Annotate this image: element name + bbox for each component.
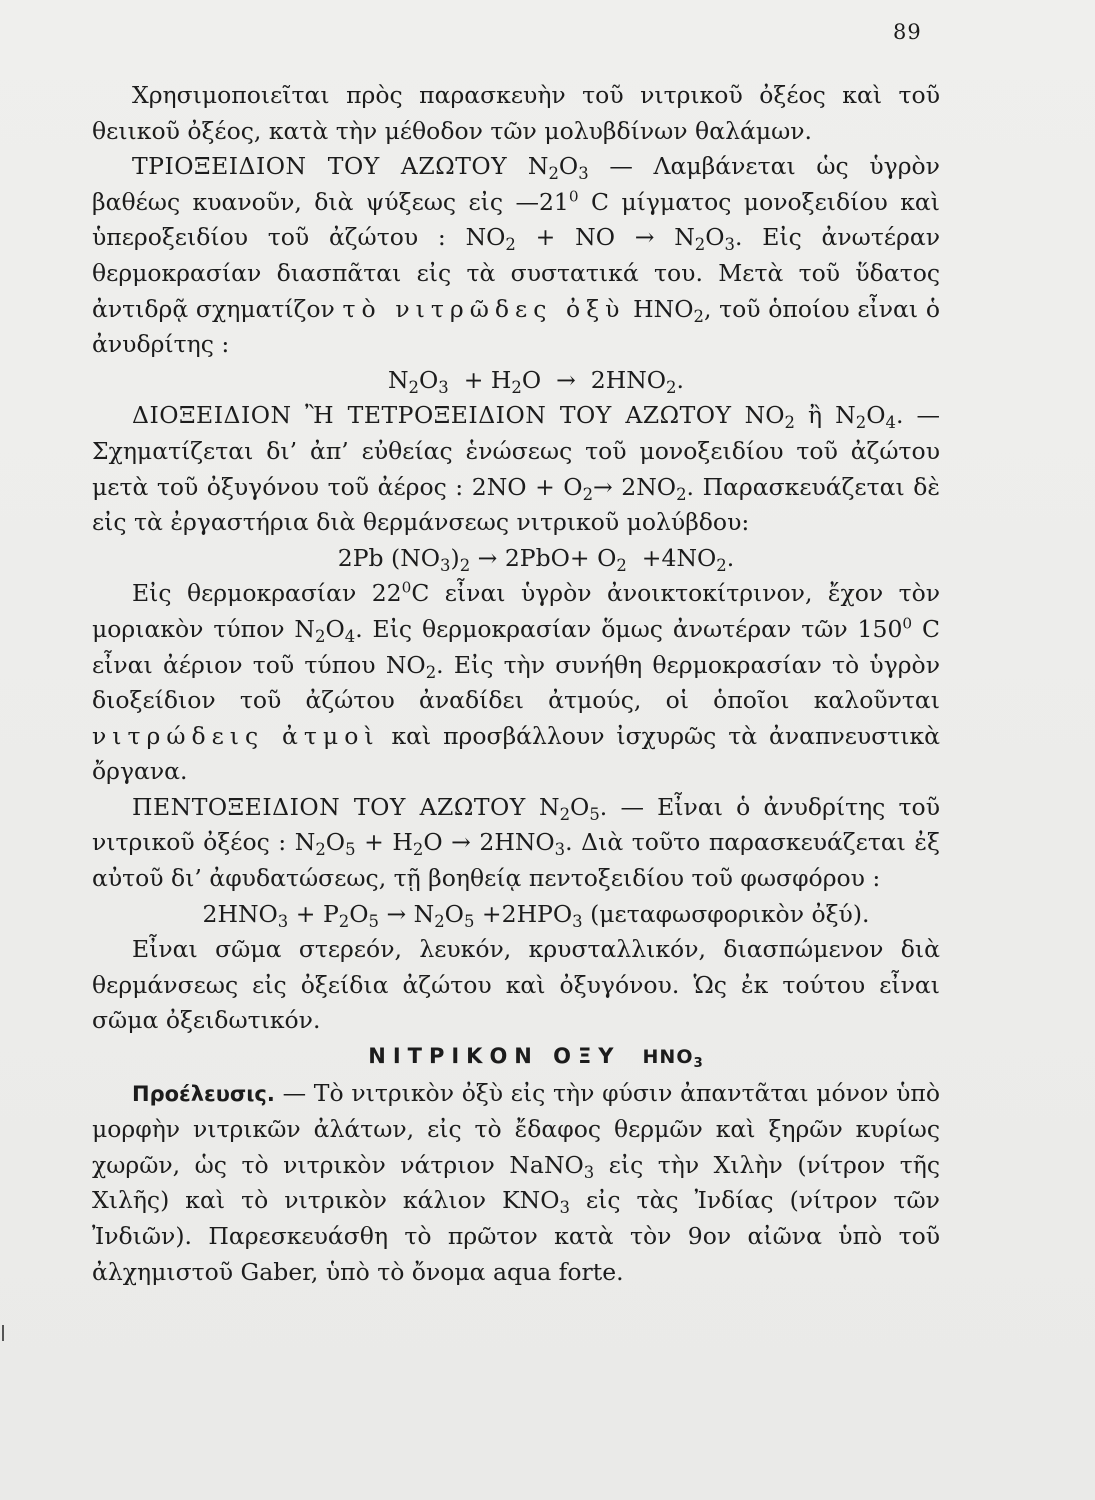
heading-dinitrogen-pentoxide: ΠΕΝΤΟΞΕΙΔΙΟΝ ΤΟΥ ΑΖΩΤΟΥ	[132, 792, 526, 821]
equation-n2o3-water: $N_2O_3 + H_2O \to 2HNO_2$.	[387, 365, 684, 397]
page-number: 89	[893, 20, 922, 44]
equation-n2o5-water: $N_2O_5 + H_2O \to 2HNO_3$	[294, 828, 566, 860]
formula-nano3: NaNO$_3$	[509, 1150, 595, 1182]
section-title: ΝΙΤΡΙΚΟΝ ΟΞΥ	[368, 1044, 621, 1069]
paragraph-usage	[92, 78, 940, 149]
formula-hno2: $HNO_2$	[633, 294, 704, 326]
equation-no-o2: $2NO + O_2\to 2NO_2$.	[471, 472, 695, 504]
heading-nitrogen-dioxide: ΔΙΟΞΕΙΔΙΟΝ Ἢ ΤΕΤΡΟΞΕΙΔΙΟΝ ΤΟΥ ΑΖΩΤΟΥ	[132, 401, 732, 430]
section-formula: $HNO_3$	[642, 1046, 704, 1072]
page-edge-mark	[2, 1325, 4, 1341]
page-body	[92, 78, 940, 1290]
formula-kno3: $KNO_3$	[502, 1186, 570, 1218]
formula-n2o4: $N_2O_4$.	[835, 401, 904, 433]
paragraph-nitrogen-dioxide: ΔΙΟΞΕΙΔΙΟΝ Ἢ ΤΕΤΡΟΞΕΙΔΙΟΝ ΤΟΥ ΑΖΩΤΟΥ $NO_2$ ἢ $N_2O_4$. — Σχηματίζεται δι’ ἀπ’ εὐθείας ἑνώσεως τοῦ μονοξειδίου τοῦ ἀζώτου μετὰ τοῦ ὀξυγόνου τοῦ ἀέρος : $2NO + O_2\to 2NO_2$. Παρασκευάζεται δὲ εἰς τὰ ἐργαστήρια διὰ θερμάνσεως νιτρικοῦ μολύβδου:	[92, 401, 940, 537]
paragraph-origin: Προέλευσις. — Τὸ νιτρικὸν ὀξὺ εἰς τὴν φύσιν ἀπαντᾶται μόνον ὑπὸ μορφὴν νιτρικῶν ἀλάτων, εἰς τὸ ἔδαφος θερμῶν καὶ ξηρῶν κυρίως χωρῶν, ὡς τὸ νιτρικὸν νάτριον NaNO$_3$ εἰς τὴν Χιλὴν (νίτρον τῆς Χιλῆς) καὶ τὸ νιτρικὸν κάλιον $KNO_3$ εἰς τὰς Ἰνδίας (νίτρον τῶν Ἰνδιῶν). Παρεσκευάσθη τὸ πρῶτον κατὰ τὸν 9ον αἰῶνα ὑπὸ τοῦ ἀλχημιστοῦ Gaber, ὑπὸ τὸ ὄνομα aqua forte.	[92, 1078, 940, 1286]
section-heading-nitric-acid	[92, 1039, 940, 1076]
formula-n2o3: $N_2O_3$	[527, 152, 589, 184]
paragraph-usage-text: Χρησιμοποιεῖται πρὸς παρασκευὴν τοῦ νιτρικοῦ ὀξέος καὶ τοῦ θειικοῦ ὀξέος, κατὰ τὴν μέθοδον τῶν μολυβδίνων θαλάμων.	[92, 81, 940, 145]
formula-n2o4-b: $N_2O_4$	[294, 614, 356, 646]
equation-lead-nitrate: 2Pb $(NO_3)_2 \to 2PbO+ O_2 +4NO_2$.	[337, 543, 735, 575]
formula-n2o5: $N_2O_5$.	[539, 792, 608, 824]
formula-no2-b: $NO_2$	[385, 650, 437, 682]
paragraph-temperature-states: Εἰς θερμοκρασίαν $22^0C$ εἶναι ὑγρὸν ἀνοικτοκίτρινον, ἔχον τὸν μοριακὸν τύπον $N_2O_4$. Εἰς θερμοκρασίαν ὅμως ἀνωτέραν τῶν $150^0$ C εἶναι ἀέριον τοῦ τύπου $NO_2$. Εἰς τὴν συνήθη θερμοκρασίαν τὸ ὑγρὸν διοξείδιον τοῦ ἀζώτου ἀναδίδει ἀτμούς, οἱ ὁποῖοι καλοῦνται νιτρώδεις ἀτμοὶ καὶ προσβάλλουν ἰσχυρῶς τὰ ἀναπνευστικὰ ὄργανα.	[92, 578, 941, 786]
formula-no2: $NO_2$	[744, 401, 795, 433]
paragraph-properties: Εἶναι σῶμα στερεόν, λευκόν, κρυσταλλικόν, διασπώμενον διὰ θερμάνσεως εἰς ὀξείδια ἀζώτου καὶ ὀξυγόνου. Ὡς ἐκ τούτου εἶναι σῶμα ὀξειδωτικόν.	[92, 935, 940, 1035]
heading-dinitrogen-trioxide: ΤΡΙΟΞΕΙΔΙΟΝ ΤΟΥ ΑΖΩΤΟΥ	[132, 152, 508, 181]
equation-no2-no: $NO_2$ + NO → $N_2O_3$.	[465, 223, 743, 255]
paragraph-dinitrogen-trioxide: ΤΡΙΟΞΕΙΔΙΟΝ ΤΟΥ ΑΖΩΤΟΥ $N_2O_3$ — Λαμβάνεται ὡς ὑγρὸν βαθέως κυανοῦν, διὰ ψύξεως εἰς $—21^0$ C μίγματος μονοξειδίου καὶ ὑπεροξειδίου τοῦ ἀζώτου : $NO_2$ + NO → $N_2O_3$. Εἰς ἀνωτέραν θερμοκρασίαν διασπᾶται εἰς τὰ συστατικά του. Μετὰ τοῦ ὕδατος ἀντιδρᾷ σχηματίζον τὸ νιτρῶδες ὀξὺ $HNO_2$, τοῦ ὁποίου εἶναι ὁ ἀνυδρίτης :	[92, 152, 940, 359]
paragraph-dinitrogen-pentoxide: ΠΕΝΤΟΞΕΙΔΙΟΝ ΤΟΥ ΑΖΩΤΟΥ $N_2O_5$. — Εἶναι ὁ ἀνυδρίτης τοῦ νιτρικοῦ ὀξέος : $N_2O_5 + H_2O \to 2HNO_3$. Διὰ τοῦτο παρασκευάζεται ἐξ αὐτοῦ δι’ ἀφυδατώσεως, τῇ βοηθείᾳ πεντοξειδίου τοῦ φωσφόρου :	[92, 792, 940, 893]
origin-label: Προέλευσις.	[132, 1081, 275, 1106]
equation-phosphorus-pentoxide: $2HNO_3 + P_2O_5 \to N_2O_5 +2HPO_3$ (μεταφωσφορικὸν ὀξύ).	[202, 899, 870, 931]
